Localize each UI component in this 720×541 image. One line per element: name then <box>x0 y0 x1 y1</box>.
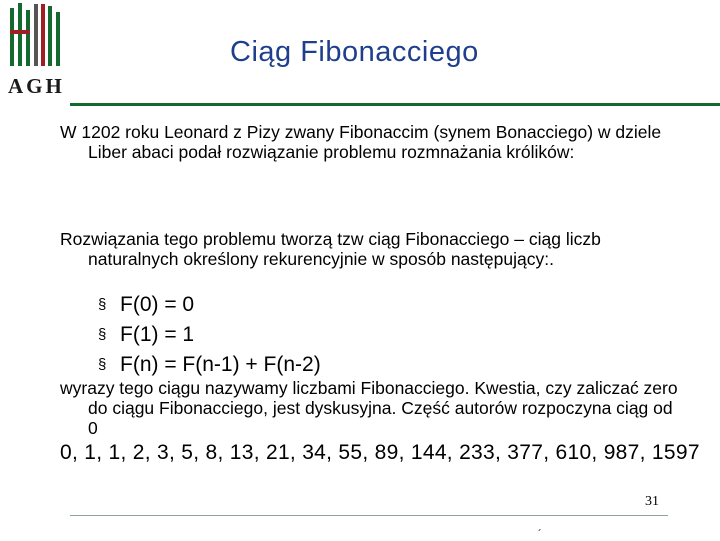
agh-emblem-icon <box>0 0 70 74</box>
fibonacci-sequence: 0, 1, 1, 2, 3, 5, 8, 13, 21, 34, 55, 89, 144, 233, 377, 610, 987, 1597 <box>60 441 700 464</box>
bullet-text: F(1) = 1 <box>120 323 195 346</box>
bullet-text: F(n) = F(n-1) + F(n-2) <box>120 353 321 376</box>
bullet-icon: § <box>98 326 107 343</box>
footer-mark: ´ <box>538 527 542 541</box>
agh-logo <box>0 0 70 104</box>
bullet-text: F(0) = 0 <box>120 293 195 316</box>
page-number: 31 <box>645 494 659 509</box>
paragraph-intro: W 1202 roku Leonard z Pizy zwany Fibonaccim (synem Bonacciego) w dziele Liber abaci podał rozwiązanie problemu rozmnażania królików: <box>60 122 662 162</box>
title-divider <box>70 103 720 106</box>
paragraph-definition: Rozwiązania tego problemu tworzą tzw ciąg Fibonacciego – ciąg liczb naturalnych określony rekurencyjnie w sposób następujący:. <box>60 229 601 269</box>
bullet-icon: § <box>98 356 107 373</box>
list-item <box>98 320 321 350</box>
paragraph-terms: wyrazy tego ciągu nazywamy liczbami Fibonacciego. Kwestia, czy zaliczać zero do ciągu Fibonacciego, jest dyskusyjna. Część autorów rozpoczyna ciąg od 0 <box>60 378 678 438</box>
slide-title: Ciąg Fibonacciego <box>230 36 479 68</box>
recurrence-list <box>98 290 321 380</box>
list-item <box>98 290 321 320</box>
list-item <box>98 350 321 380</box>
bullet-icon: § <box>98 296 107 313</box>
logo-text: AGH <box>8 74 65 98</box>
footer-divider <box>70 515 668 516</box>
